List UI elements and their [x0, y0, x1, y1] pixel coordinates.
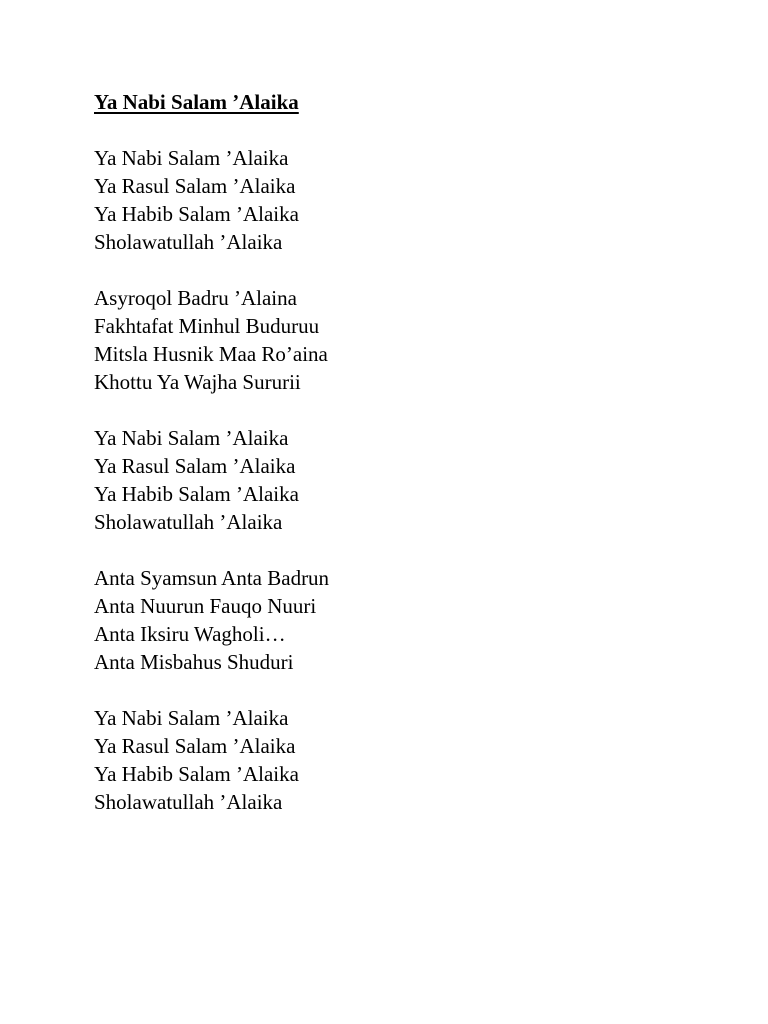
lyric-line: Ya Habib Salam ’Alaika — [94, 482, 299, 506]
lyric-line: Anta Iksiru Wagholi… — [94, 622, 286, 646]
lyric-line: Asyroqol Badru ’Alaina — [94, 286, 297, 310]
lyric-line: Ya Nabi Salam ’Alaika — [94, 146, 289, 170]
lyric-line: Mitsla Husnik Maa Ro’aina — [94, 342, 328, 366]
lyric-line: Ya Nabi Salam ’Alaika — [94, 706, 289, 730]
lyric-line: Anta Syamsun Anta Badrun — [94, 566, 330, 590]
lyric-line: Ya Habib Salam ’Alaika — [94, 202, 299, 226]
lyric-line: Anta Misbahus Shuduri — [94, 650, 294, 674]
lyric-line: Ya Habib Salam ’Alaika — [94, 762, 299, 786]
lyric-line: Sholawatullah ’Alaika — [94, 510, 283, 534]
lyric-line: Anta Nuurun Fauqo Nuuri — [94, 594, 317, 618]
document-page — [94, 88, 714, 844]
lyric-line: Sholawatullah ’Alaika — [94, 790, 283, 814]
lyric-line: Ya Rasul Salam ’Alaika — [94, 734, 296, 758]
stanza-1 — [94, 144, 714, 256]
stanza-2 — [94, 284, 714, 396]
lyric-line: Ya Nabi Salam ’Alaika — [94, 426, 289, 450]
stanza-5 — [94, 704, 714, 816]
document-title: Ya Nabi Salam ’Alaika — [94, 90, 299, 114]
stanza-3 — [94, 424, 714, 536]
stanza-4 — [94, 564, 714, 676]
lyric-line: Ya Rasul Salam ’Alaika — [94, 454, 296, 478]
lyric-line: Ya Rasul Salam ’Alaika — [94, 174, 296, 198]
lyric-line: Fakhtafat Minhul Buduruu — [94, 314, 320, 338]
lyric-line: Sholawatullah ’Alaika — [94, 230, 283, 254]
lyric-line: Khottu Ya Wajha Sururii — [94, 370, 301, 394]
